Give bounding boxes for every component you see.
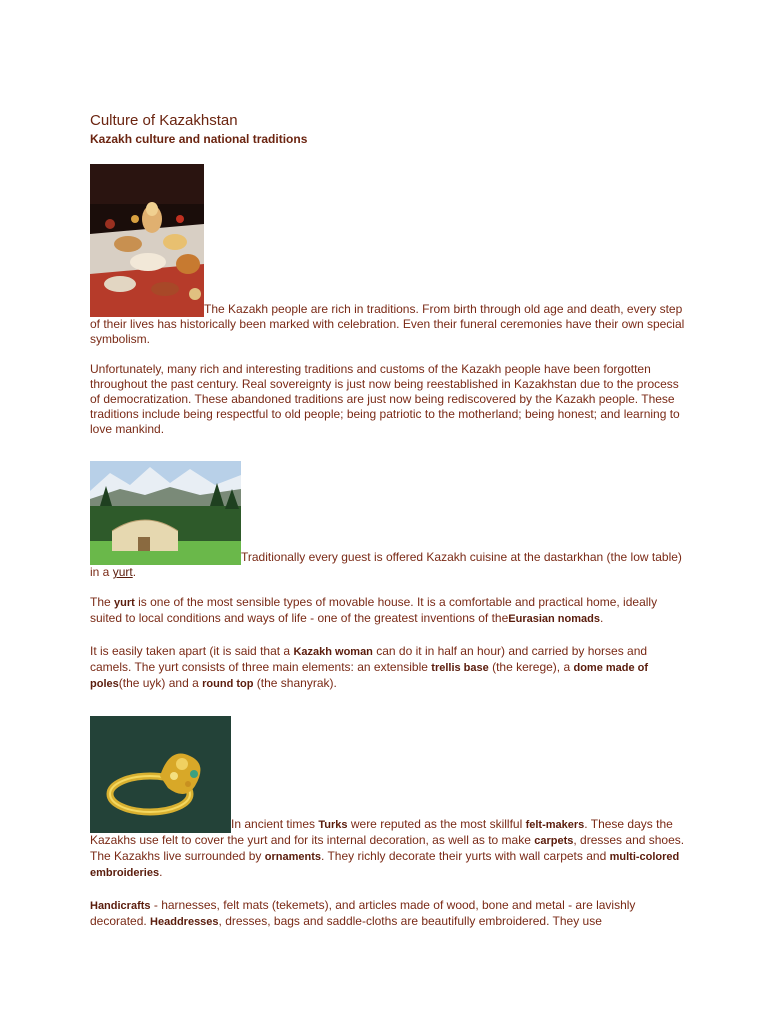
- intro-paragraph: [90, 164, 690, 347]
- article: [90, 112, 690, 930]
- keyword-ornaments: ornaments: [264, 851, 322, 863]
- keyword-round-top: round top: [202, 678, 254, 690]
- gold-ring-image: [90, 716, 231, 833]
- keyword-carpets: carpets: [534, 835, 574, 847]
- felt-paragraph: In ancient times Turks were reputed as the most skillful felt-makers. These days the Kazakhs use felt to cover the yurt and for its internal decoration, as well as to make carpets, dresses and shoes. The Kazakhs live surrounded by ornaments. They richly decorate their yurts with wall carpets and multi-colored embroideries.: [90, 716, 690, 881]
- handicrafts-paragraph: Handicrafts - harnesses, felt mats (tekemets), and articles made of wood, bone and metal - are lavishly decorated. Headdresses, dresses, bags and saddle-cloths are beautifully embroidered. They use: [90, 898, 636, 928]
- keyword-headdresses: Headdresses: [150, 916, 219, 928]
- page-title: Culture of Kazakhstan: [90, 112, 238, 129]
- keyword-dome-made-of-poles: dome made of poles: [90, 662, 649, 690]
- keyword-eurasian-nomads: Eurasian nomads: [508, 613, 600, 625]
- keyword-multi-colored-embroideries: multi-colored embroideries: [90, 851, 680, 879]
- keyword-felt-makers: felt-makers: [525, 819, 585, 831]
- keyword-turks: Turks: [318, 819, 348, 831]
- yurt-paragraph: The yurt is one of the most sensible types of movable house. It is a comfortable and practical home, ideally suited to local conditions and ways of life - one of the greatest inventions of theEurasian nomads.: [90, 595, 658, 625]
- intro-text: The Kazakh people are rich in traditions. From birth through old age and death, every step of their lives has historically been marked with celebration. Even their funeral ceremonies have their own special symbolism.: [90, 302, 685, 346]
- keyword-kazakh-woman: Kazakh woman: [293, 646, 373, 658]
- keyword-yurt: yurt: [114, 597, 135, 609]
- keyword-trellis-base: trellis base: [431, 662, 489, 674]
- keyword-handicrafts: Handicrafts: [90, 900, 151, 912]
- traditions-paragraph: Unfortunately, many rich and interesting traditions and customs of the Kazakh people have been forgotten throughout the past century. Real sovereignty is just now being reestablished in Kazakhstan due to the process of democratization. These abandoned traditions are just now being rediscovered by the Kazakh people. These traditions include being respectful to old people; being patriotic to the motherland; being honest; and learning to love mankind.: [90, 362, 680, 436]
- yurt-structure-paragraph: It is easily taken apart (it is said that a Kazakh woman can do it in half an hour) and carried by horses and camels. The yurt consists of three main elements: an extensible trellis base (the kerege), a dome made of poles(the uyk) and a round top (the shanyrak).: [90, 644, 649, 690]
- page-subtitle: Kazakh culture and national traditions: [90, 132, 308, 146]
- yurt-landscape-image: [90, 461, 241, 565]
- feast-table-image: [90, 164, 204, 317]
- cuisine-paragraph: Traditionally every guest is offered Kazakh cuisine at the dastarkhan (the low table) in a yurt.: [90, 461, 690, 580]
- yurt-link[interactable]: yurt: [112, 565, 133, 579]
